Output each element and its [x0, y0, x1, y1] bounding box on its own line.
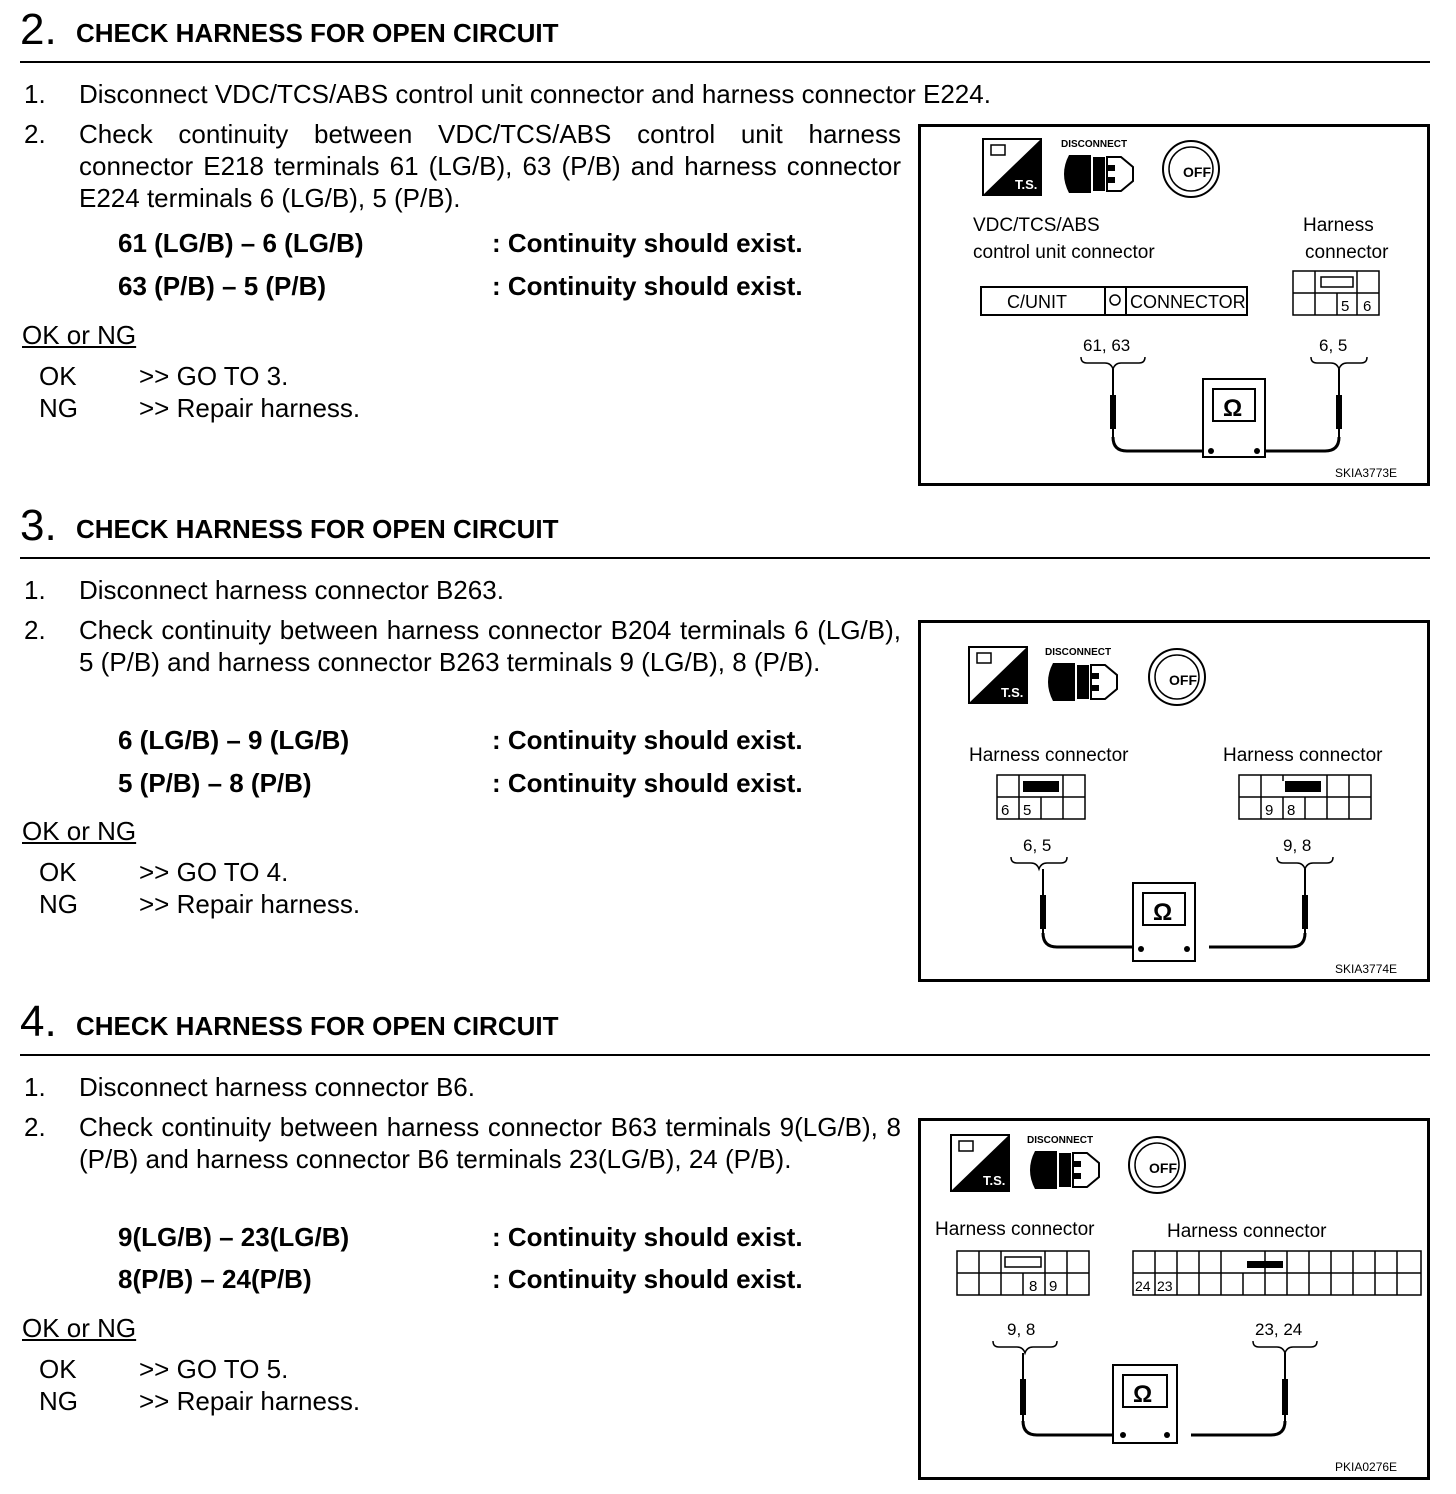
- ng-label: NG: [39, 889, 78, 919]
- pin-number: 5: [1023, 802, 1032, 819]
- ok-ng-label: OK or NG: [22, 816, 137, 846]
- connector-label: control unit connector: [973, 242, 1155, 263]
- check-result: : Continuity should exist.: [492, 725, 803, 755]
- check-result: : Continuity should exist.: [492, 271, 803, 301]
- ng-label: NG: [39, 393, 78, 423]
- check-pair: 6 (LG/B) – 9 (LG/B): [118, 725, 350, 755]
- ok-label: OK: [39, 1354, 77, 1384]
- figure-id: SKIA3773E: [1335, 466, 1398, 480]
- terminal-label: 61, 63: [1083, 336, 1131, 355]
- pin-number: 8: [1287, 802, 1296, 819]
- figure-svg: [921, 623, 1427, 979]
- pin-number: 5: [1341, 298, 1350, 315]
- step-title: CHECK HARNESS FOR OPEN CIRCUIT: [76, 514, 559, 544]
- ok-ng-label: OK or NG: [22, 320, 137, 350]
- divider: [20, 61, 1430, 63]
- item-number: 1.: [24, 79, 46, 109]
- ng-action: >> Repair harness.: [139, 889, 361, 919]
- ts-label: T.S.: [1001, 685, 1024, 700]
- step-title: CHECK HARNESS FOR OPEN CIRCUIT: [76, 18, 559, 48]
- connector-label: Harness connector: [1223, 745, 1383, 766]
- off-label: OFF: [1169, 672, 1197, 688]
- ignition-off-icon: [1163, 141, 1219, 197]
- ok-action: >> GO TO 5.: [139, 1354, 289, 1384]
- connector-label: Harness connector: [1167, 1221, 1327, 1242]
- wiring-figure: [918, 620, 1430, 982]
- terminal-label: 6, 5: [1023, 836, 1052, 855]
- control-unit-connector: [981, 287, 1247, 315]
- harness-connector: [997, 775, 1085, 819]
- check-pair: 5 (P/B) – 8 (P/B): [118, 768, 312, 798]
- check-pair: 8(P/B) – 24(P/B): [118, 1264, 312, 1294]
- ts-icon: [969, 647, 1027, 703]
- ts-icon: [951, 1135, 1009, 1191]
- ohm-symbol: Ω: [1153, 899, 1173, 926]
- connector-label: Harness: [1303, 215, 1374, 236]
- pin-number: 8: [1029, 1278, 1038, 1295]
- harness-connector: [1239, 775, 1371, 819]
- ng-action: >> Repair harness.: [139, 1386, 361, 1416]
- connector-text: CONNECTOR: [1130, 292, 1246, 312]
- check-pair: 63 (P/B) – 5 (P/B): [118, 271, 327, 301]
- pin-number: 6: [1363, 298, 1372, 315]
- divider: [20, 557, 1430, 559]
- item-number: 2.: [24, 1112, 46, 1142]
- pin-number: 9: [1049, 1278, 1058, 1295]
- ohm-symbol: Ω: [1133, 1381, 1153, 1408]
- disconnect-label: DISCONNECT: [1045, 647, 1112, 658]
- check-pair: 9(LG/B) – 23(LG/B): [118, 1222, 350, 1252]
- divider: [20, 1054, 1430, 1056]
- check-result: : Continuity should exist.: [492, 228, 803, 258]
- terminal-label: 6, 5: [1319, 336, 1348, 355]
- disconnect-icon: [1027, 1135, 1099, 1189]
- ts-label: T.S.: [983, 1173, 1006, 1188]
- step-number: 4.: [20, 997, 57, 1046]
- item-number: 1.: [24, 1072, 46, 1102]
- ts-label: T.S.: [1015, 177, 1038, 192]
- step-title: CHECK HARNESS FOR OPEN CIRCUIT: [76, 1011, 559, 1041]
- off-label: OFF: [1149, 1160, 1177, 1176]
- figure-svg: [921, 1121, 1427, 1477]
- harness-connector: [1133, 1251, 1421, 1295]
- instruction-text: Check continuity between harness connector B63 terminals 9(LG/B), 8 (P/B) and harness connector B6 terminals 23(LG/B), 24 (P/B).: [79, 1112, 901, 1174]
- pin-number: 24: [1135, 1278, 1151, 1294]
- item-number: 2.: [24, 119, 46, 149]
- check-result: : Continuity should exist.: [492, 1264, 803, 1294]
- instruction-text: Check continuity between harness connector B204 terminals 6 (LG/B), 5 (P/B) and harness connector B263 terminals 9 (LG/B), 8 (P/B).: [79, 615, 901, 677]
- ohmmeter-icon: [1113, 1365, 1177, 1443]
- off-label: OFF: [1183, 164, 1211, 180]
- wiring-figure: [918, 1118, 1430, 1480]
- terminal-label: 9, 8: [1283, 836, 1312, 855]
- disconnect-icon: [1045, 647, 1117, 701]
- disconnect-label: DISCONNECT: [1061, 139, 1128, 150]
- figure-id: PKIA0276E: [1335, 1460, 1398, 1474]
- figure-id: SKIA3774E: [1335, 962, 1398, 976]
- item-number: 2.: [24, 615, 46, 645]
- disconnect-icon: [1061, 139, 1133, 193]
- instruction-text: Disconnect VDC/TCS/ABS control unit connector and harness connector E224.: [79, 79, 991, 109]
- wiring-figure: [918, 124, 1430, 486]
- ok-label: OK: [39, 857, 77, 887]
- instruction-text: Disconnect harness connector B263.: [79, 575, 504, 605]
- ohmmeter-icon: [1133, 883, 1195, 961]
- check-result: : Continuity should exist.: [492, 1222, 803, 1252]
- step-number: 2.: [20, 5, 57, 54]
- ts-icon: [983, 139, 1041, 195]
- ok-action: >> GO TO 4.: [139, 857, 289, 887]
- ok-ng-label: OK or NG: [22, 1313, 137, 1343]
- ignition-off-icon: [1129, 1137, 1185, 1193]
- pin-number: 23: [1157, 1278, 1173, 1294]
- connector-label: Harness connector: [935, 1219, 1095, 1240]
- figure-svg: [921, 127, 1427, 483]
- harness-connector: [957, 1251, 1089, 1295]
- harness-connector: [1293, 271, 1379, 315]
- terminal-label: 23, 24: [1255, 1320, 1303, 1339]
- disconnect-label: DISCONNECT: [1027, 1135, 1094, 1146]
- ohmmeter-icon: [1203, 379, 1265, 457]
- ng-action: >> Repair harness.: [139, 393, 361, 423]
- check-pair: 61 (LG/B) – 6 (LG/B): [118, 228, 364, 258]
- pin-number: 6: [1001, 802, 1010, 819]
- instruction-text: Disconnect harness connector B6.: [79, 1072, 475, 1102]
- ok-action: >> GO TO 3.: [139, 361, 289, 391]
- item-number: 1.: [24, 575, 46, 605]
- terminal-label: 9, 8: [1007, 1320, 1036, 1339]
- cunit-text: C/UNIT: [1007, 292, 1067, 312]
- connector-label: VDC/TCS/ABS: [973, 215, 1100, 236]
- check-result: : Continuity should exist.: [492, 768, 803, 798]
- ignition-off-icon: [1149, 649, 1205, 705]
- ng-label: NG: [39, 1386, 78, 1416]
- step-number: 3.: [20, 501, 57, 550]
- connector-label: Harness connector: [969, 745, 1129, 766]
- instruction-text: Check continuity between VDC/TCS/ABS control unit harness connector E218 terminals 61 (LG/B), 63 (P/B) and harness connector E224 terminals 6 (LG/B), 5 (P/B).: [79, 119, 901, 213]
- pin-number: 9: [1265, 802, 1274, 819]
- ok-label: OK: [39, 361, 77, 391]
- ohm-symbol: Ω: [1223, 395, 1243, 422]
- connector-label: connector: [1305, 242, 1389, 263]
